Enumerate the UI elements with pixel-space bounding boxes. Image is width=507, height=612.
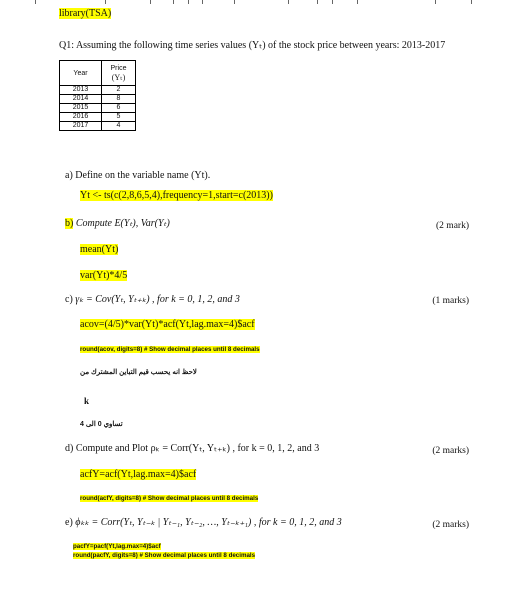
- part-a-code: Yt <- ts(c(2,8,6,5,4),frequency=1,start=c(2013)): [80, 190, 273, 201]
- cell-price: 2: [102, 86, 136, 95]
- part-c-arabic-note: لاحظ انه يحسب قيم التباين المشترك من: [80, 369, 197, 376]
- part-c-label: c): [65, 294, 73, 305]
- part-a-label: a): [65, 170, 73, 181]
- cell-year: 2014: [60, 95, 102, 104]
- header-price-label: Price: [110, 65, 127, 72]
- part-b-label: b): [65, 218, 74, 229]
- library-code-line: library(TSA): [59, 8, 112, 19]
- cell-year: 2015: [60, 104, 102, 113]
- table-row: [60, 86, 136, 95]
- cell-year: 2017: [60, 122, 102, 131]
- part-d-text: Compute and Plot ρₖ = Corr(Yₜ, Yₜ₊ₖ) , for k = 0, 1, 2, and 3: [75, 443, 320, 454]
- cell-year: 2016: [60, 113, 102, 122]
- part-a: [65, 170, 210, 181]
- table-row: [60, 122, 136, 131]
- table-header-row: [60, 61, 136, 86]
- cell-price: 8: [102, 95, 136, 104]
- part-d: [65, 443, 319, 454]
- cell-price: 4: [102, 122, 136, 131]
- part-a-text: Define on the variable name (Yt).: [75, 170, 211, 181]
- part-e-text: ϕₖₖ = Corr(Yₜ, Yₜ₋ₖ | Yₜ₋₁, Yₜ₋₂, …, Yₜ₋ₖ₊₁) , for k = 0, 1, 2, and 3: [75, 517, 342, 528]
- part-e-marks: (2 marks): [432, 520, 469, 530]
- part-c-code-acov: acov=(4/5)*var(Yt)*acf(Yt,lag.max=4)$acf: [80, 319, 255, 330]
- part-d-code-acf: acfY=acf(Yt,lag.max=4)$acf: [80, 469, 197, 480]
- part-b-code-var: var(Yt)*4/5: [80, 270, 128, 281]
- header-price-sub: (Yₜ): [111, 73, 126, 82]
- part-b-code-mean: mean(Yt): [80, 244, 119, 255]
- top-ruler-marks: [0, 0, 507, 6]
- header-price: [102, 61, 136, 86]
- part-d-marks: (2 marks): [432, 446, 469, 456]
- part-b-text: Compute E(Yₜ), Var(Yₜ): [75, 218, 170, 229]
- cell-price: 5: [102, 113, 136, 122]
- part-e-label: e): [65, 517, 73, 528]
- part-c-text: γₖ = Cov(Yₜ, Yₜ₊ₖ) , for k = 0, 1, 2, and 3: [75, 294, 240, 305]
- part-c-code-round: round(acov, digits=8) # Show decimal places until 8 decimals: [80, 346, 260, 353]
- part-c-k: k: [84, 396, 90, 406]
- table-row: [60, 104, 136, 113]
- part-e: [65, 517, 342, 528]
- table-row: [60, 95, 136, 104]
- header-year: Year: [60, 61, 102, 86]
- part-d-label: d): [65, 443, 74, 454]
- part-e-code-pacf: pacfY=pacf(Yt,lag.max=4)$acf: [73, 543, 161, 550]
- part-d-code-round: round(acfY, digits=8) # Show decimal places until 8 decimals: [80, 495, 259, 502]
- part-c-arabic-range: تساوي 0 الى 4: [80, 421, 123, 428]
- part-b: [65, 218, 170, 229]
- part-e-code-round: round(pacfY, digits=8) # Show decimal places until 8 decimals: [73, 552, 256, 559]
- table-row: [60, 113, 136, 122]
- cell-price: 6: [102, 104, 136, 113]
- part-c-marks: (1 marks): [432, 296, 469, 306]
- part-b-marks: (2 mark): [436, 221, 469, 231]
- part-c: [65, 294, 240, 305]
- cell-year: 2013: [60, 86, 102, 95]
- time-series-table: [59, 60, 136, 131]
- question-prompt: Q1: Assuming the following time series values (Yₜ) of the stock price between years: 2013-2017: [59, 40, 446, 51]
